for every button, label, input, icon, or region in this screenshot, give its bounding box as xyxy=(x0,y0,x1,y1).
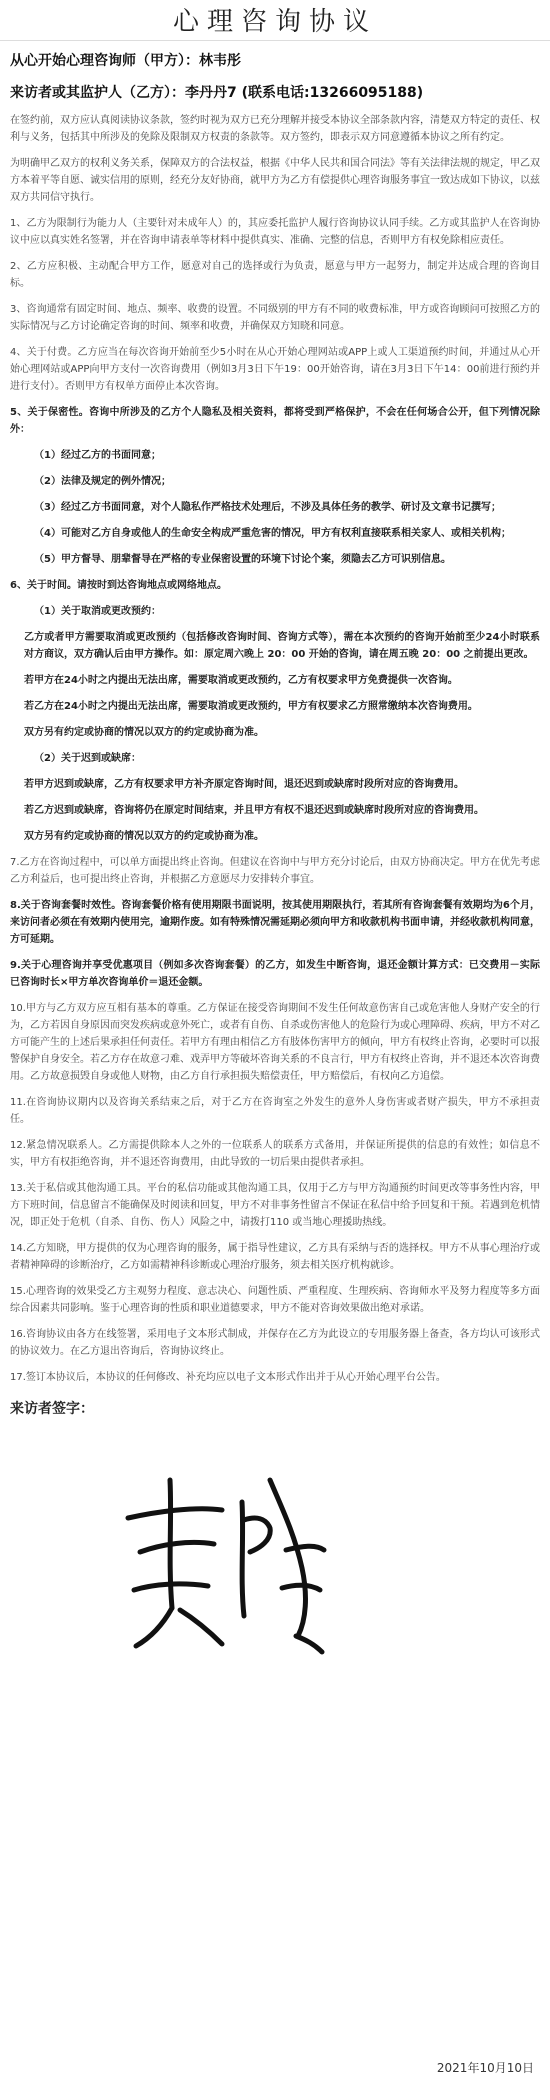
clause-6-sub-1-text: 乙方或者甲方需要取消或更改预约（包括修改咨询时间、咨询方式等），需在本次预约的咨询开始前至少24小时联系对方商议，双方确认后由甲方操作。如：原定周六晚上 20：00 开始的咨询，请在周五晚 20：00 之前提出更改。 xyxy=(24,632,540,660)
clause-17: 17.签订本协议后，本协议的任何修改、补充均应以电子文本形式作出并于从心开始心理平台公告。 xyxy=(10,1372,446,1383)
clause-11: 11.在咨询协议期内以及咨询关系结束之后，对于乙方在咨询室之外发生的意外人身伤害或者财产损失，甲方不承担责任。 xyxy=(10,1097,540,1125)
clause-5: 5、关于保密性。咨询中所涉及的乙方个人隐私及相关资料，都将受到严格保护，不会在任何场合公开，但下列情况除外： xyxy=(10,407,540,435)
party-a: 从心开始心理咨询师（甲方）：林韦彤 xyxy=(10,53,241,69)
party-b: 来访者或其监护人（乙方）：李丹丹7 (联系电话:13266095188) xyxy=(10,85,424,101)
clause-5-item-1: （1）经过乙方的书面同意； xyxy=(34,450,161,461)
clause-4: 4、关于付费。乙方应当在每次咨询开始前至少5小时在从心开始心理网站或APP上或人工渠道预约时间，并通过从心开始心理网站或APP向甲方支付一次咨询费用（例如3月3日下午19：00开始咨询，请在3月3日下午14：00前进行预约并进行支付）。否则甲方有权单方面停止本次咨询。 xyxy=(10,347,540,392)
clause-6-sub-2-party-a: 若甲方迟到或缺席，乙方有权要求甲方补齐原定咨询时间，退还迟到或缺席时段所对应的咨询费用。 xyxy=(24,779,464,790)
clause-6-sub-1-party-a: 若甲方在24小时之内提出无法出席，需要取消或更改预约，乙方有权要求甲方免费提供一次咨询。 xyxy=(24,675,458,686)
clause-5-item-2: （2）法律及规定的例外情况； xyxy=(34,476,171,487)
clause-6-sub-1-party-b: 若乙方在24小时之内提出无法出席，需要取消或更改预约，甲方有权要求乙方照常缴纳本次咨询费用。 xyxy=(24,701,478,712)
page-title: 心理咨询协议 xyxy=(0,0,550,41)
clause-12: 12.紧急情况联系人。乙方需提供除本人之外的一位联系人的联系方式备用，并保证所提供的信息的有效性；如信息不实，甲方有权拒绝咨询，并不退还咨询费用，由此导致的一切后果由提供者承担。 xyxy=(10,1140,540,1168)
clause-6-sub-2-party-b: 若乙方迟到或缺席，咨询将仍在原定时间结束，并且甲方有权不退还迟到或缺席时段所对应的咨询费用。 xyxy=(24,805,484,816)
clause-14: 14.乙方知晓，甲方提供的仅为心理咨询的服务，属于指导性建议，乙方具有采纳与否的选择权。甲方不从事心理治疗或者精神障碍的诊断治疗，乙方如需精神科诊断或心理治疗服务，须去相关医疗机构就诊。 xyxy=(10,1243,540,1271)
handwritten-signature xyxy=(110,1440,340,1660)
clause-15: 15.心理咨询的效果受乙方主观努力程度、意志决心、问题性质、严重程度、生理疾病、咨询师水平及努力程度等多方面综合因素共同影响。鉴于心理咨询的性质和职业道德要求，甲方不能对咨询效果做出绝对承诺。 xyxy=(10,1286,540,1314)
clause-13: 13.关于私信或其他沟通工具。平台的私信功能或其他沟通工具，仅用于乙方与甲方沟通预约时间更改等事务性内容，甲方下班时间，信息留言不能确保及时阅读和回复，甲方不对非事务性留言不保证在私信中给予回复和干预。若遇到危机情况，即正处于危机（自杀、自伤、伤人）风险之中，请拨打110 或当地心理援助热线。 xyxy=(10,1183,540,1228)
clause-8: 8.关于咨询套餐时效性。咨询套餐价格有使用期限书面说明，按其使用期限执行，若其所有咨询套餐有效期均为6个月，来访问者必须在有效期内使用完，逾期作废。如有特殊情况需延期必须向甲方和收款机构书面申请，并经收款机构同意，方可延期。 xyxy=(10,900,540,945)
clause-1: 1、乙方为限制行为能力人（主要针对未成年人）的，其应委托监护人履行咨询协议认同手续。乙方或其监护人在咨询协议中应以真实姓名签署，并在咨询申请表单等材料中提供真实、准确、完整的信息，否则甲方有权免除相应责任。 xyxy=(10,218,540,246)
clause-6-sub-2: （2）关于迟到或缺席： xyxy=(34,753,141,764)
clause-2: 2、乙方应积极、主动配合甲方工作，愿意对自己的选择或行为负责，愿意与甲方一起努力，制定并达成合理的咨询目标。 xyxy=(10,261,540,289)
clause-6-sub-1: （1）关于取消或更改预约： xyxy=(34,606,161,617)
clause-6-sub-2-note: 双方另有约定或协商的情况以双方的约定或协商为准。 xyxy=(24,831,264,842)
clause-10: 10.甲方与乙方双方应互相有基本的尊重。乙方保证在接受咨询期间不发生任何故意伤害自己或危害他人身财产安全的行为，乙方若因自身原因而突发疾病或意外死亡，或者有自伤、自杀或伤害他人的危险行为或心理障碍、疾病，甲方不对乙方可能产生的上述后果承担任何责任。若甲方有理由相信乙方有肢体伤害甲方的倾向，甲方有权终止咨询，必要时可以报警保护自身安全。若乙方存在故意刁难、戏弄甲方等破坏咨询关系的不良言行，甲方有权终止咨询，并不退还本次咨询费用。乙方故意损毁自身或他人财物，由乙方自行承担损失赔偿责任，甲方赔偿后，有权向乙方追偿。 xyxy=(10,1003,540,1082)
signature-label: 来访者签字： xyxy=(10,1401,94,1417)
clause-6: 6、关于时间。请按时到达咨询地点或网络地点。 xyxy=(10,580,227,591)
clause-7: 7.乙方在咨询过程中，可以单方面提出终止咨询。但建议在咨询中与甲方充分讨论后，由双方协商决定。甲方在优先考虑乙方利益后，也可提出终止咨询，并根据乙方意愿尽力安排转介事宜。 xyxy=(10,857,540,885)
clause-5-item-4: （4）可能对乙方自身或他人的生命安全构成严重危害的情况，甲方有权利直接联系相关家人、或相关机构； xyxy=(34,528,511,539)
clause-5-item-5: （5）甲方督导、朋辈督导在严格的专业保密设置的环境下讨论个案，须隐去乙方可识别信息。 xyxy=(34,554,451,565)
intro-paragraph: 在签约前，双方应认真阅读协议条款，签约时视为双方已充分理解并接受本协议全部条款内容，清楚双方特定的责任、权利与义务，包括其中所涉及的免除及限制双方权责的条款等。双方签约，即表示双方同意遵循本协议之所有约定。 xyxy=(10,115,540,143)
clause-6-sub-1-note: 双方另有约定或协商的情况以双方的约定或协商为准。 xyxy=(24,727,264,738)
clause-16: 16.咨询协议由各方在线签署，采用电子文本形式制成，并保存在乙方为此设立的专用服务器上备查，各方均认可该形式的协议效力。在乙方退出咨询后，咨询协议终止。 xyxy=(10,1329,540,1357)
basis-paragraph: 为明确甲乙双方的权利义务关系，保障双方的合法权益，根据《中华人民共和国合同法》等有关法律法规的规定，甲乙双方本着平等自愿、诚实信用的原则，经充分友好协商，就甲方为乙方有偿提供心理咨询服务事宜一致达成如下协议，以兹双方共同信守执行。 xyxy=(10,158,540,203)
signing-date: 2021年10月10日 xyxy=(436,2061,534,2075)
clause-3: 3、咨询通常有固定时间、地点、频率、收费的设置。不同级别的甲方有不同的收费标准，甲方或咨询顾问可按照乙方的实际情况与乙方讨论确定咨询的时间、频率和收费，并确保双方知晓和同意。 xyxy=(10,304,540,332)
clause-9: 9.关于心理咨询并享受优惠项目（例如多次咨询套餐）的乙方，如发生中断咨询，退还金额计算方式：已交费用－实际已咨询时长×甲方单次咨询单价＝退还金额。 xyxy=(10,960,540,988)
clause-5-item-3: （3）经过乙方书面同意，对个人隐私作严格技术处理后，不涉及具体任务的教学、研讨及文章书记撰写； xyxy=(34,502,501,513)
